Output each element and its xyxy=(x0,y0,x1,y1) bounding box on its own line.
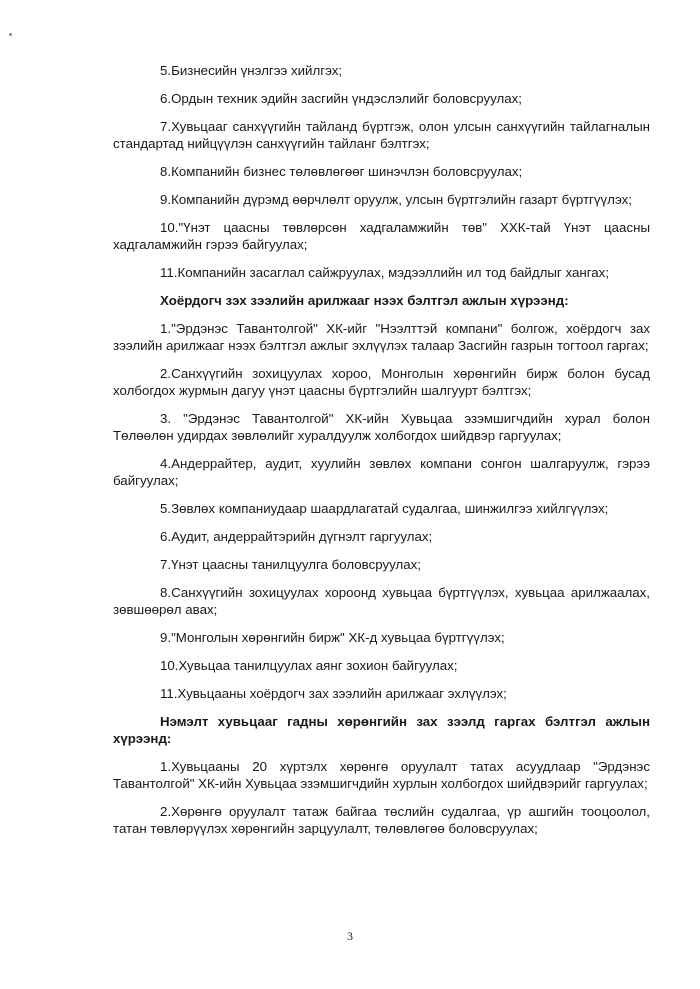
paragraph: 9."Монголын хөрөнгийн бирж" ХК-д хувьцаа бүртгүүлэх; xyxy=(160,630,505,645)
paragraph: 10.Хувьцаа танилцуулах аянг зохион байгуулах; xyxy=(160,658,458,673)
paragraph: 1.Хувьцааны 20 хүртэлх хөрөнгө оруулалт татах асуудлаар "Эрдэнэс Тавантолгой" ХК-ийн Хувьцаа эзэмшигчдийн хурлын холбогдох шийдвэрийг гаргуулах; xyxy=(113,759,650,791)
paragraph: 10."Үнэт цаасны төвлөрсөн хадгаламжийн төв" ХХК-тай Үнэт цаасны хадгаламжийн гэрээ байгуулах; xyxy=(113,220,650,252)
paragraph: 9.Компанийн дүрэмд өөрчлөлт оруулж, улсын бүртгэлийн газарт бүртгүүлэх; xyxy=(160,192,632,207)
page-number: 3 xyxy=(347,929,353,943)
paragraph: 2.Санхүүгийн зохицуулах хороо, Монголын хөрөнгийн бирж болон бусад холбогдох журмын дагуу үнэт цаасны бүртгэлийн шалгуурт бэлтгэх; xyxy=(113,366,650,398)
paragraph: 7.Хувьцааг санхүүгийн тайланд бүртгэж, олон улсын санхүүгийн тайлагналын стандартад нийцүүлэн санхүүгийн тайланг бэлтгэх; xyxy=(113,119,650,151)
paragraph: 3. "Эрдэнэс Тавантолгой" ХК-ийн Хувьцаа эзэмшигчдийн хурал болон Төлөөлөн удирдах зөвлөлийг хуралдуулж холбогдох шийдвэр гаргуулах; xyxy=(113,411,650,443)
section-heading: Нэмэлт хувьцааг гадны хөрөнгийн зах зээлд гаргах бэлтгэл ажлын хүрээнд: xyxy=(113,714,650,746)
paragraph: 8.Компанийн бизнес төлөвлөгөөг шинэчлэн боловсруулах; xyxy=(160,164,523,179)
scan-speck xyxy=(9,33,12,36)
paragraph: 8.Санхүүгийн зохицуулах хороонд хувьцаа бүртгүүлэх, хувьцаа арилжаалах, зөвшөөрөл авах; xyxy=(113,585,650,617)
paragraph: 2.Хөрөнгө оруулалт татаж байгаа төслийн судалгаа, үр ашгийн тооцоолол, татан төвлөрүүлэх хөрөнгийн зарцуулалт, төлөвлөгөө боловсруулах; xyxy=(113,804,650,836)
paragraph: 7.Үнэт цаасны танилцуулга боловсруулах; xyxy=(160,557,421,572)
paragraph: 4.Андеррайтер, аудит, хуулийн зөвлөх компани сонгон шалгаруулж, гэрээ байгуулах; xyxy=(113,456,650,488)
paragraph: 6.Ордын техник эдийн засгийн үндэслэлийг боловсруулах; xyxy=(160,91,522,106)
section-heading: Хоёрдогч зэх зээлийн арилжааг нээх бэлтгэл ажлын хүрээнд: xyxy=(160,293,569,308)
paragraph: 6.Аудит, андеррайтэрийн дүгнэлт гаргуулах; xyxy=(160,529,433,544)
paragraph: 1."Эрдэнэс Тавантолгой" ХК-ийг "Нээлттэй компани" болгож, хоёрдогч зах зээлийн арилжааг нээх бэлтгэл ажлыг эхлүүлэх талаар Засгийн газрын тогтоол гаргах; xyxy=(113,321,650,353)
document-body xyxy=(113,62,650,848)
paragraph: 11.Хувьцааны хоёрдогч зах зээлийн арилжааг эхлүүлэх; xyxy=(160,686,507,701)
paragraph: 5.Зөвлөх компаниудаар шаардлагатай судалгаа, шинжилгээ хийлгүүлэх; xyxy=(160,501,609,516)
paragraph: 5.Бизнесийн үнэлгээ хийлгэх; xyxy=(160,63,343,78)
paragraph: 11.Компанийн засаглал сайжруулах, мэдээллийн ил тод байдлыг хангах; xyxy=(160,265,610,280)
